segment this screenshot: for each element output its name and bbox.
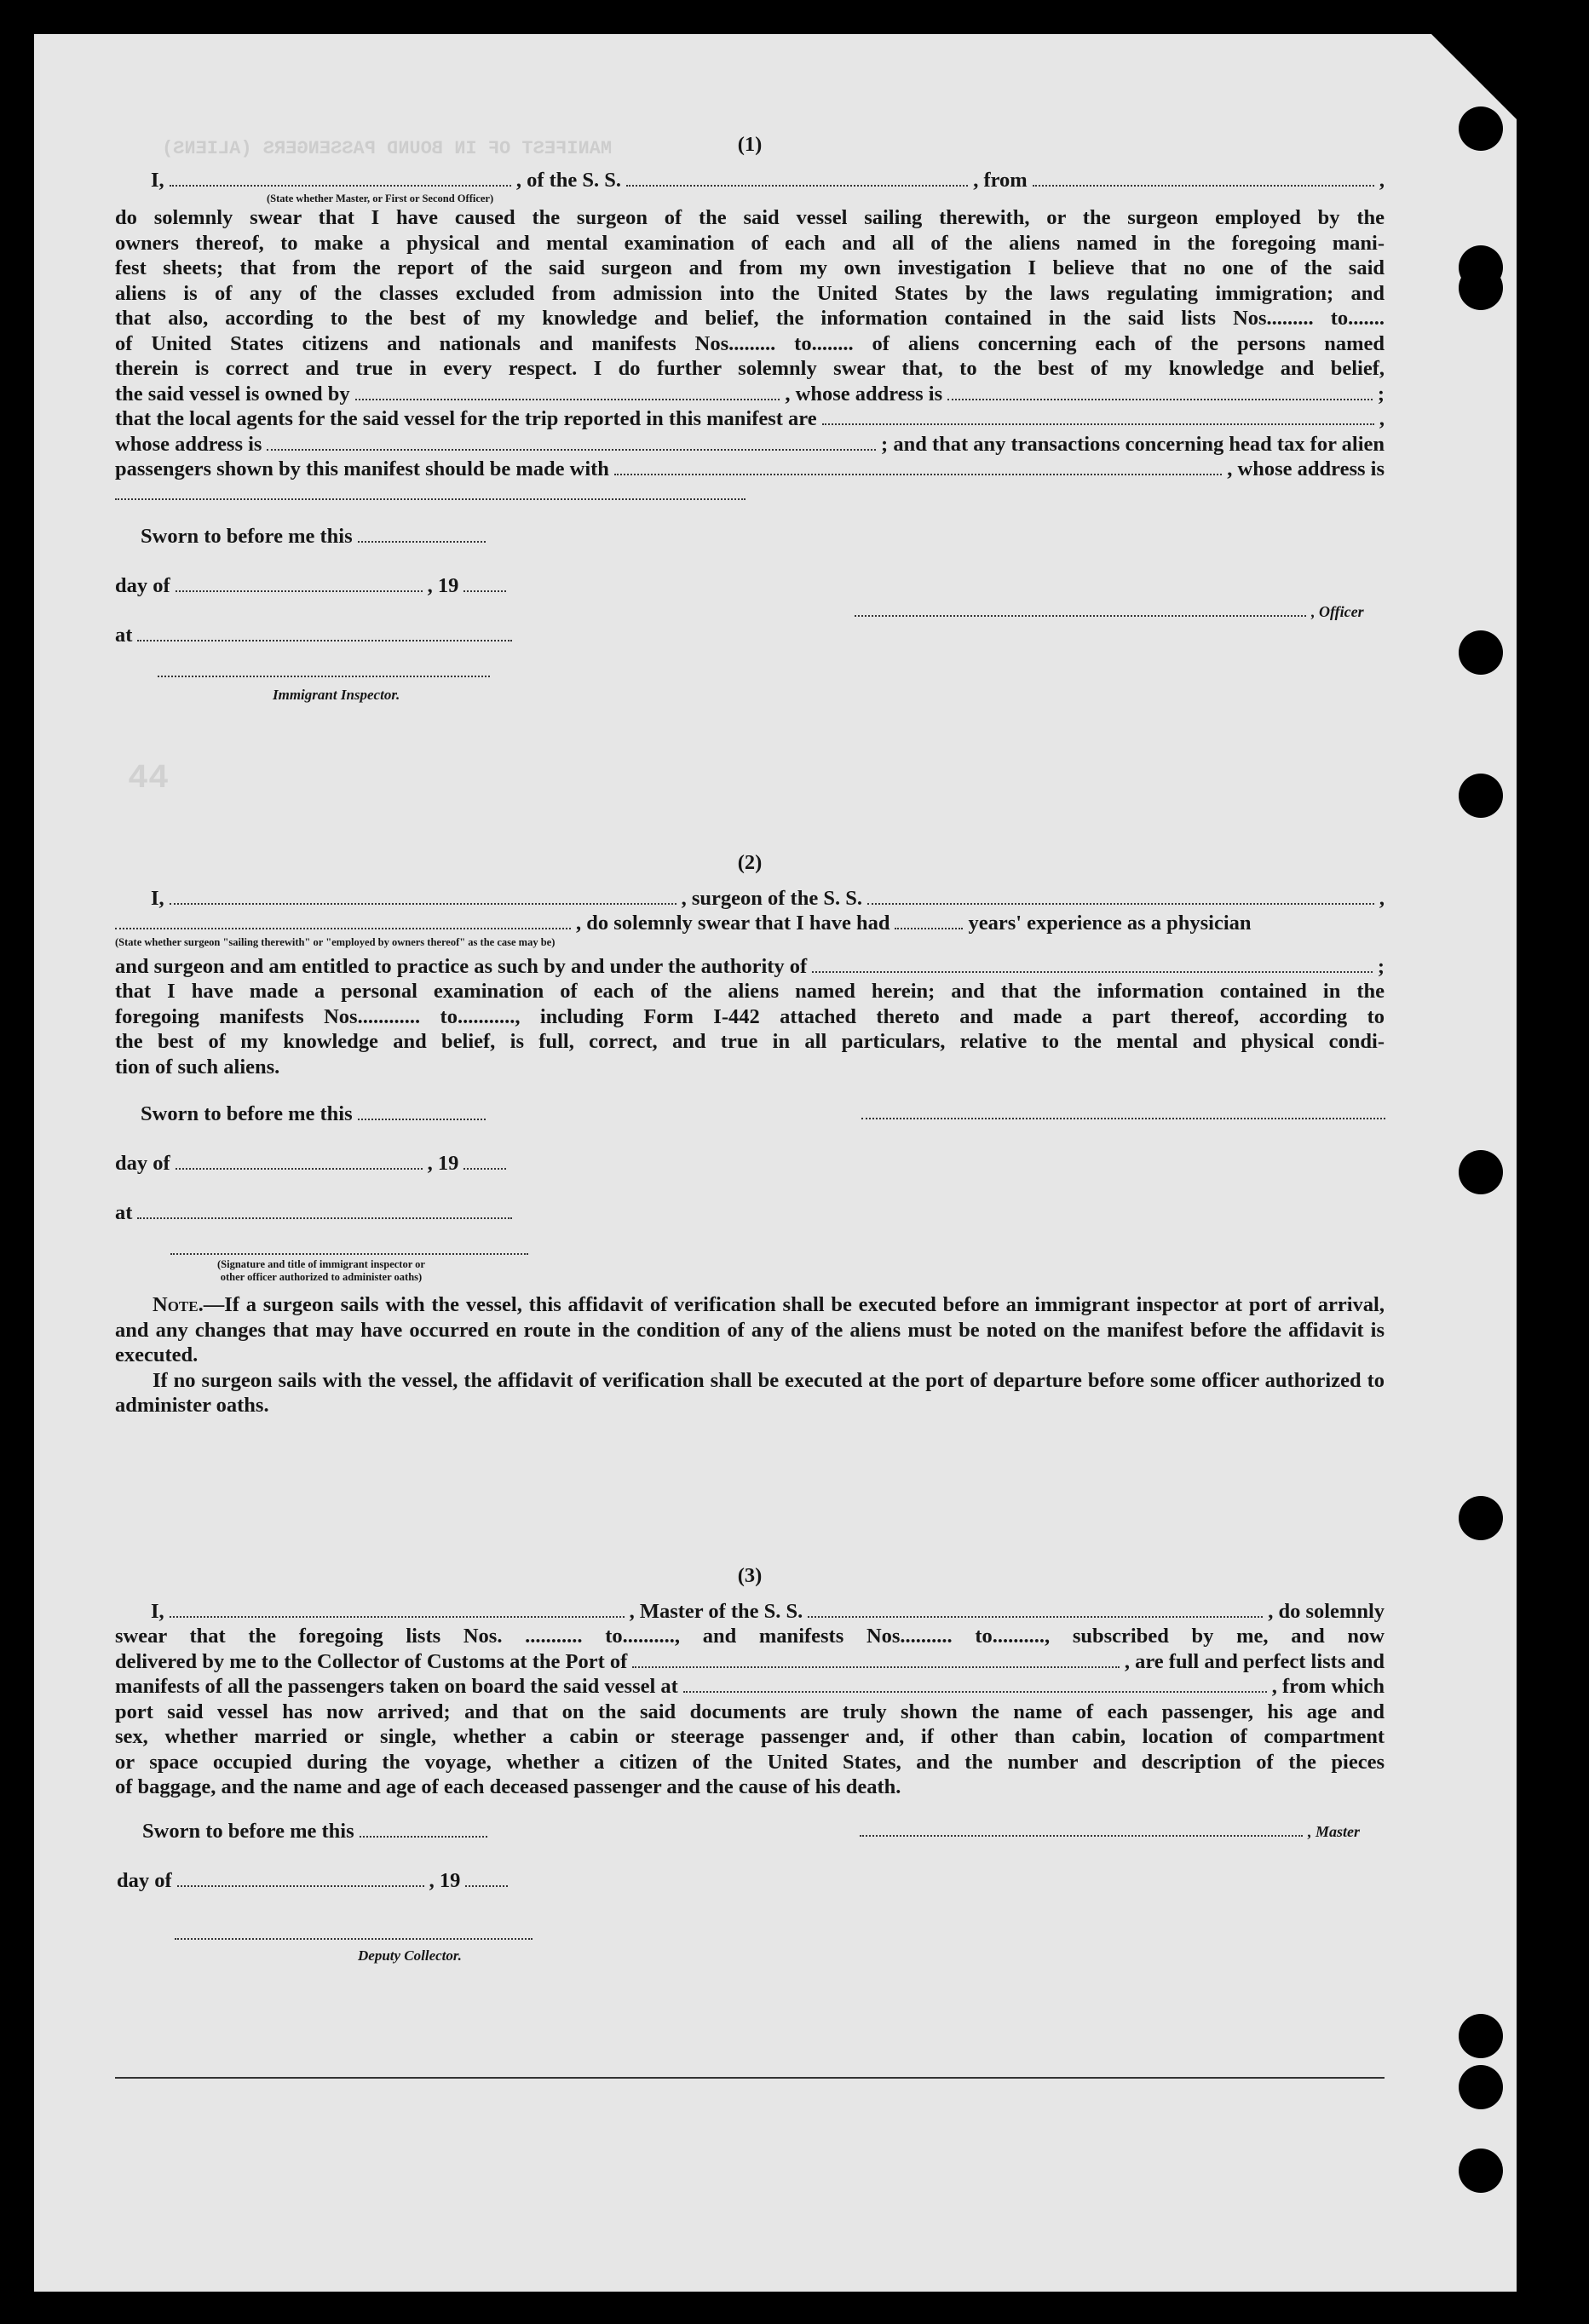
section-1-signatures xyxy=(115,515,1385,703)
master-signature-field[interactable] xyxy=(860,1819,1303,1837)
day-of-label: day of xyxy=(117,1868,172,1892)
agents-address-field[interactable] xyxy=(267,433,876,451)
sworn-label: Sworn to before me this xyxy=(142,1819,354,1843)
deputy-label: Deputy Collector. xyxy=(358,1947,462,1964)
head-tax-address-field[interactable] xyxy=(115,482,746,500)
note-text: —If a surgeon sails with the vessel, this affidavit of verification shall be executed before an immigrant inspector at port of arrival, and any changes that may have occurred en route in the condition of any of the aliens must be noted on the manifest before the affidavit is executed. xyxy=(115,1293,1385,1366)
oath-text-line: foregoing manifests Nos............ to..........., including Form I-442 attached thereto and made a part thereof, according to xyxy=(115,1004,1385,1028)
punch-hole xyxy=(1459,774,1503,818)
manifest-verification-sheet xyxy=(34,34,1517,2292)
surgeon-status-note: (State whether surgeon "sailing therewith" or "employed by owners thereof" as the case may be) xyxy=(115,935,556,948)
years-exp-label: years' experience as a physician xyxy=(968,912,1252,935)
customs-port-field[interactable] xyxy=(632,1650,1120,1668)
oath-text-line: that also, according to the best of my knowledge and belief, the information contained in the said lists Nos......... to....... xyxy=(115,307,1385,330)
oath-text-line: that I have made a personal examination of each of the aliens named herein; and that the information contained in the xyxy=(115,980,1385,1003)
oath-text xyxy=(115,205,1385,382)
year-field[interactable] xyxy=(463,1152,506,1170)
punch-hole xyxy=(1459,2014,1503,2058)
sworn-date-field[interactable] xyxy=(360,1820,487,1838)
sworn-date-field[interactable] xyxy=(358,525,486,543)
day-of-field[interactable] xyxy=(176,574,423,592)
section-number: (2) xyxy=(737,851,763,874)
affidavit-section-2: (2) I, , surgeon of the S. S. , , do solemnly swear that I have had years' experience as a physician (State whether surgeon "sailing therewith" or "employed by owners thereof" as the case may be) and surgeon and am entitled to practice as such by and under the authority of ; that I have made a personal examination of each of the aliens named herein; and that the information contained in the foregoing manifests Nos............ to..........., including Form I-442 attached thereto and made a part thereof, according to the best of my knowledge and belief, is full, correct, and true in all particulars, relative to the mental and physical condi- tion of such aliens. Sworn to before me this day of , 19 at (Signature and title of immigrant inspector or other officer authorized to administer oaths) Note.—If a surgeon sails with the vessel, this affidavit of verification shall be executed before an immigrant inspector at port of arrival, and any changes that may have occurred en route in the condition of any of the aliens must be noted on the manifest before the affidavit is executed. If no surgeon sails with the vessel, the affidavit of verification shall be executed at the port of departure before some officer authorized to administer oaths. xyxy=(115,851,1385,1417)
full-perfect-label: , are full and perfect lists and xyxy=(1124,1649,1385,1673)
master-label: , Master xyxy=(1308,1822,1361,1840)
whose-address-label: , whose address is xyxy=(785,382,943,406)
oath-text-line: of baggage, and the name and age of each deceased passenger and the cause of his death. xyxy=(115,1775,901,1798)
oath-text-line: aliens is of any of the classes excluded from admission into the United States by the laws regulating immigration; and xyxy=(115,281,1385,305)
vessel-name-field[interactable] xyxy=(867,887,1374,905)
punch-hole xyxy=(1459,266,1503,310)
oath-text-line: sex, whether married or single, whether a cabin or steerage passenger and, if other than cabin, location of compartment xyxy=(115,1725,1385,1748)
year-label: , 19 xyxy=(429,1868,461,1892)
surgeon-name-field[interactable] xyxy=(170,887,676,905)
punch-hole xyxy=(1459,2065,1503,2109)
officer-name-field[interactable] xyxy=(170,169,511,187)
state-whether-note: (State whether Master, or First or Second Officer) xyxy=(267,193,494,204)
at-label: at xyxy=(115,1201,133,1224)
head-tax-party-field[interactable] xyxy=(614,457,1222,475)
section-3-signatures xyxy=(115,1819,1385,1989)
agents-address-label: whose address is xyxy=(115,432,262,456)
owned-by-label: the said vessel is owned by xyxy=(115,382,350,406)
oath-text-line: owners thereof, to make a physical and mental examination of each and all of the aliens named in the foregoing mani- xyxy=(115,231,1385,255)
authority-field[interactable] xyxy=(812,955,1373,973)
inspector-label: Immigrant Inspector. xyxy=(273,686,400,703)
oath-text-line: of United States citizens and nationals and manifests Nos......... to........ of aliens concerning each of the persons named xyxy=(115,331,1385,355)
bottom-rule xyxy=(115,2077,1385,2079)
punch-hole xyxy=(1459,2149,1503,2193)
passengers-label: passengers shown by this manifest should be made with xyxy=(115,457,609,480)
day-of-field[interactable] xyxy=(177,1869,424,1887)
oath-text-line: therein is correct and true in every respect. I do further solemnly swear that, to the best of my knowledge and belief, xyxy=(115,357,1385,380)
bleed-through-text: 44 xyxy=(128,760,170,798)
authority-label: and surgeon and am entitled to practice as such by and under the authority of xyxy=(115,954,808,978)
oath-text-line: or space occupied during the voyage, whether a citizen of the United States, and the number and description of the pieces xyxy=(115,1750,1385,1774)
departure-port-field[interactable] xyxy=(1033,169,1374,187)
manifests-all-label: manifests of all the passengers taken on board the said vessel at xyxy=(115,1675,678,1698)
sworn-label: Sworn to before me this xyxy=(141,524,353,548)
day-of-label: day of xyxy=(115,573,170,597)
vessel-name-field[interactable] xyxy=(808,1600,1263,1618)
year-field[interactable] xyxy=(465,1869,508,1887)
punch-hole xyxy=(1459,1496,1503,1540)
master-of-label: , Master of the S. S. xyxy=(629,1599,803,1623)
note-label: Note. xyxy=(153,1293,204,1316)
oath-text-line: tion of such aliens. xyxy=(115,1055,280,1079)
surgeon-status-field[interactable] xyxy=(115,912,571,929)
at-label: at xyxy=(115,623,133,647)
section-2-signatures xyxy=(115,1091,1385,1296)
delivered-label: delivered by me to the Collector of Customs at the Port of xyxy=(115,1649,628,1673)
of-ss-label: , of the S. S. xyxy=(515,168,622,192)
whose-address-label: , whose address is xyxy=(1227,457,1385,480)
oath-text-line: fest sheets; that from the report of the said surgeon and from my own investigation I believe that no one of the said xyxy=(115,256,1385,279)
punch-hole xyxy=(1459,106,1503,151)
at-place-field[interactable] xyxy=(137,624,512,641)
year-field[interactable] xyxy=(463,574,506,592)
oath-first-line: I, , of the S. S. , from , xyxy=(151,168,1385,192)
i-label: I, xyxy=(151,1599,164,1623)
year-label: , 19 xyxy=(427,1152,459,1175)
local-agents-field[interactable] xyxy=(822,407,1374,425)
verification-note xyxy=(115,1292,1385,1418)
officer-label: , Officer xyxy=(1311,602,1364,620)
surgeon-signature-field[interactable] xyxy=(861,1102,1385,1119)
at-place-field[interactable] xyxy=(137,1201,512,1219)
officer-signature-field[interactable] xyxy=(855,599,1306,617)
sworn-label: Sworn to before me this xyxy=(141,1102,353,1125)
sworn-date-field[interactable] xyxy=(358,1102,486,1120)
local-agents-label: that the local agents for the said vessel for the trip reported in this manifest are xyxy=(115,407,817,430)
head-tax-label: ; and that any transactions concerning head tax for alien xyxy=(881,432,1385,456)
from-which-label: , from which xyxy=(1271,1675,1385,1698)
year-label: , 19 xyxy=(427,573,459,597)
day-of-label: day of xyxy=(115,1152,170,1175)
affidavit-section-3 xyxy=(115,1563,1385,1989)
day-of-field[interactable] xyxy=(176,1152,423,1170)
affidavit-section-1: (1) I, , of the S. S. , from , (State whether Master, or First or Second Officer) do solemnly swear that I have caused the surgeon of the said vessel sailing therewith, or the surgeon employed by the owners thereof, to make a physical and mental examination of each and all of the aliens named in the foregoing mani- fest sheets; that from the report of the said surgeon and from my own investigation I believe that no one of the said aliens is of any of the classes excluded from admission into the United States by the laws regulating immigration; and that also, according to the best of my knowledge and belief, the information contained in the said lists Nos......... to....... of United States citizens and nationals and manifests Nos......... to........ of aliens concerning each of the persons named therein is correct and true in every respect. I do further solemnly swear that, to the best of my knowledge and belief, the said vessel is owned by , whose address is ; that the local agents for the said vessel for the trip reported in this manifest are , whose address is ; and that any transactions concerning head tax for alien passengers shown by this manifest should be made with , whose address is Sworn to before me this day of , 19 at , Officer Immigrant Inspector. xyxy=(115,132,1385,703)
embark-port-field[interactable] xyxy=(683,1675,1267,1693)
deputy-signature-field[interactable] xyxy=(175,1938,533,1940)
inspector-signature-field[interactable] xyxy=(158,676,490,677)
inspector-signature-field[interactable] xyxy=(170,1253,528,1255)
oath-text-line: do solemnly swear that I have caused the surgeon of the said vessel sailing therewith, or the surgeon employed by the xyxy=(115,206,1385,229)
surgeon-of-label: , surgeon of the S. S. xyxy=(681,886,862,910)
vessel-name-field[interactable] xyxy=(626,169,968,187)
do-solemnly-label: , do solemnly swear that I have had xyxy=(576,912,890,935)
punch-hole xyxy=(1459,630,1503,675)
note-text-2: If no surgeon sails with the vessel, the affidavit of verification shall be executed at the port of departure before some officer authorized to administer oaths. xyxy=(115,1368,1385,1417)
do-solemnly-label: , do solemnly xyxy=(1268,1599,1385,1623)
i-label: I, xyxy=(151,168,164,192)
oath-text-line: the best of my knowledge and belief, is full, correct, and true in all particulars, relative to the mental and physical condi- xyxy=(115,1030,1385,1053)
years-field[interactable] xyxy=(895,912,963,929)
from-label: , from xyxy=(973,168,1028,192)
oath-text-line: swear that the foregoing lists Nos. ........... to.........., and manifests Nos.......... to.........., subscribed by me, and now xyxy=(115,1625,1385,1648)
signature-note: (Signature and title of immigrant inspector or other officer authorized to administer oaths) xyxy=(217,1258,425,1283)
master-name-field[interactable] xyxy=(170,1600,625,1618)
section-number: (1) xyxy=(737,133,763,156)
punch-hole xyxy=(1459,1150,1503,1194)
oath-text-line: port said vessel has now arrived; and that on the said documents are truly shown the name of each passenger, his age and xyxy=(115,1700,1385,1723)
bleed-through-text: MANIFEST OF IN BOUND PASSENGERS (ALIENS) xyxy=(162,138,613,159)
section-number: (3) xyxy=(737,1564,763,1587)
owner-address-field[interactable] xyxy=(947,383,1373,400)
owner-field[interactable] xyxy=(355,383,780,400)
i-label: I, xyxy=(151,886,164,910)
